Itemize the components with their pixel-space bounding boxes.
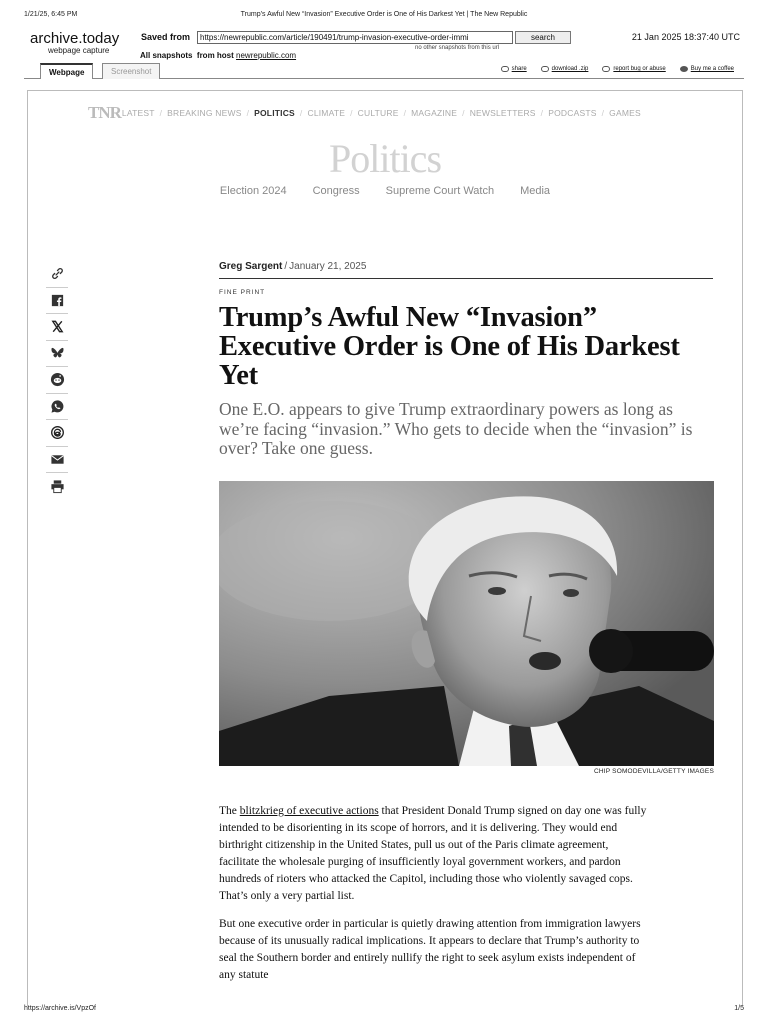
bug-icon	[602, 66, 610, 72]
section-subnav	[28, 185, 742, 197]
archive-tab-row	[24, 62, 744, 79]
threads-icon	[50, 425, 65, 440]
paragraph-1	[219, 803, 649, 905]
x-icon	[50, 319, 65, 334]
tnr-logo[interactable]: TNR	[88, 103, 121, 122]
all-snapshots-link[interactable]: All snapshots	[140, 51, 193, 60]
nav-magazine[interactable]: MAGAZINE	[411, 108, 458, 118]
nav-separator: /	[159, 108, 163, 118]
nav-latest[interactable]: LATEST	[121, 108, 155, 118]
section-title: Politics	[328, 136, 442, 181]
print-datetime: 1/21/25, 6:45 PM	[24, 11, 78, 18]
url-input[interactable]: https://newrepublic.com/article/190491/trump-invasion-executive-order-immi	[197, 31, 513, 44]
share-whatsapp-button[interactable]	[46, 394, 68, 421]
whatsapp-icon	[50, 399, 65, 414]
hero-photo-trump-at-microphone	[219, 481, 714, 766]
nav-separator: /	[540, 108, 544, 118]
email-icon	[50, 452, 65, 467]
share-rail	[46, 261, 68, 500]
heart-icon	[680, 66, 688, 72]
print-icon	[50, 479, 65, 494]
paragraph-2: But one executive order in particular is quietly drawing attention from immigration lawyers because of its unusually radical implications. It appears to declare that Trump’s authority to seal the Southern border and entirely nullify the right to seek asylum exists independent of any statute	[219, 918, 641, 981]
tab-webpage[interactable]: Webpage	[40, 63, 93, 79]
paragraph-1-lead: The	[219, 805, 240, 817]
no-other-snapshots-text: no other snapshots from this url	[415, 45, 500, 51]
article-headline: Trump’s Awful New “Invasion” Executive Order is One of His Darkest Yet	[219, 302, 680, 391]
share-tool-label: share	[511, 66, 527, 72]
print-page-number: 1/5	[734, 1005, 744, 1012]
bluesky-icon	[50, 346, 65, 361]
coffee-tool-label: Buy me a coffee	[690, 66, 734, 72]
publish-date: January 21, 2025	[289, 261, 367, 272]
archive-tools	[501, 66, 734, 72]
nav-separator: /	[601, 108, 605, 118]
nav-games[interactable]: GAMES	[609, 108, 641, 118]
share-bluesky-button[interactable]	[46, 341, 68, 368]
executive-actions-link[interactable]: blitzkrieg of executive actions	[239, 805, 379, 817]
image-credit: CHIP SOMODEVILLA/GETTY IMAGES	[593, 768, 714, 775]
site-nav	[88, 103, 644, 123]
report-tool[interactable]	[602, 66, 665, 72]
nav-culture[interactable]: CULTURE	[357, 108, 399, 118]
nav-newsletters[interactable]: NEWSLETTERS	[469, 108, 536, 118]
subnav-supreme-court-watch[interactable]: Supreme Court Watch	[385, 185, 495, 197]
download-tool[interactable]	[541, 66, 589, 72]
article-kicker[interactable]: FINE PRINT	[219, 289, 266, 296]
author-link[interactable]: Greg Sargent	[219, 261, 283, 272]
download-tool-label: download .zip	[551, 66, 589, 72]
all-snapshots-row	[140, 51, 296, 60]
archive-logo[interactable]: archive.today	[30, 30, 120, 47]
hero-image	[219, 481, 714, 766]
coffee-tool[interactable]	[680, 66, 734, 72]
share-x-button[interactable]	[46, 314, 68, 341]
cloud-download-icon	[541, 66, 549, 72]
print-footer	[24, 1005, 744, 1012]
reddit-icon	[50, 372, 65, 387]
report-tool-label: report bug or abuse	[613, 66, 666, 72]
nav-separator: /	[403, 108, 407, 118]
share-facebook-button[interactable]	[46, 288, 68, 315]
subnav-election-2024[interactable]: Election 2024	[219, 185, 287, 197]
archived-page-frame	[27, 90, 743, 1006]
tab-screenshot[interactable]: Screenshot	[102, 63, 160, 79]
subnav-media[interactable]: Media	[520, 185, 551, 197]
nav-podcasts[interactable]: PODCASTS	[548, 108, 597, 118]
subnav-congress[interactable]: Congress	[312, 185, 360, 197]
byline-separator: /	[284, 261, 288, 272]
byline	[219, 261, 713, 279]
nav-separator: /	[246, 108, 250, 118]
share-link-button[interactable]	[46, 261, 68, 288]
nav-breaking-news[interactable]: BREAKING NEWS	[167, 108, 242, 118]
search-button[interactable]: search	[515, 31, 571, 44]
nav-separator: /	[350, 108, 353, 118]
capture-timestamp: 21 Jan 2025 18:37:40 UTC	[631, 32, 740, 42]
share-tool[interactable]	[501, 66, 527, 72]
share-reddit-button[interactable]	[46, 367, 68, 394]
paragraph-1-rest: that President Donald Trump signed on day one was fully intended to be disorienting in its scope of horrors, and it is delivering. They would end birthright citizenship in the United States, pull us out of the Paris climate agreement, facilitate the wholesale purging of insufficiently loyal government workers, and pardon hundreds of rioters who attacked the Capitol, including those who violently savaged cops. That’s only a very partial list.	[219, 805, 647, 902]
link-icon	[50, 266, 65, 281]
article-body	[219, 803, 649, 995]
nav-separator: /	[299, 108, 303, 118]
archive-subtitle: webpage capture	[48, 46, 110, 55]
nav-climate[interactable]: CLIMATE	[307, 108, 346, 118]
nav-politics[interactable]: POLITICS	[254, 108, 295, 118]
saved-from-label: Saved from	[141, 32, 191, 42]
facebook-icon	[50, 293, 65, 308]
host-link[interactable]: newrepublic.com	[236, 51, 297, 60]
nav-separator: /	[462, 108, 465, 118]
share-icon	[501, 66, 509, 72]
from-host-label: from host	[196, 51, 234, 60]
print-title: Trump’s Awful New “Invasion” Executive Order is One of His Darkest Yet | The New Republic	[240, 11, 528, 18]
print-button[interactable]	[46, 473, 68, 500]
print-url: https://archive.is/VpzOf	[24, 1005, 96, 1012]
share-email-button[interactable]	[46, 447, 68, 474]
article-dek: One E.O. appears to give Trump extraordinary powers as long as we’re facing “invasion.” Who gets to decide when the “invasion” is over? Take one guess.	[219, 399, 693, 458]
share-threads-button[interactable]	[46, 420, 68, 447]
